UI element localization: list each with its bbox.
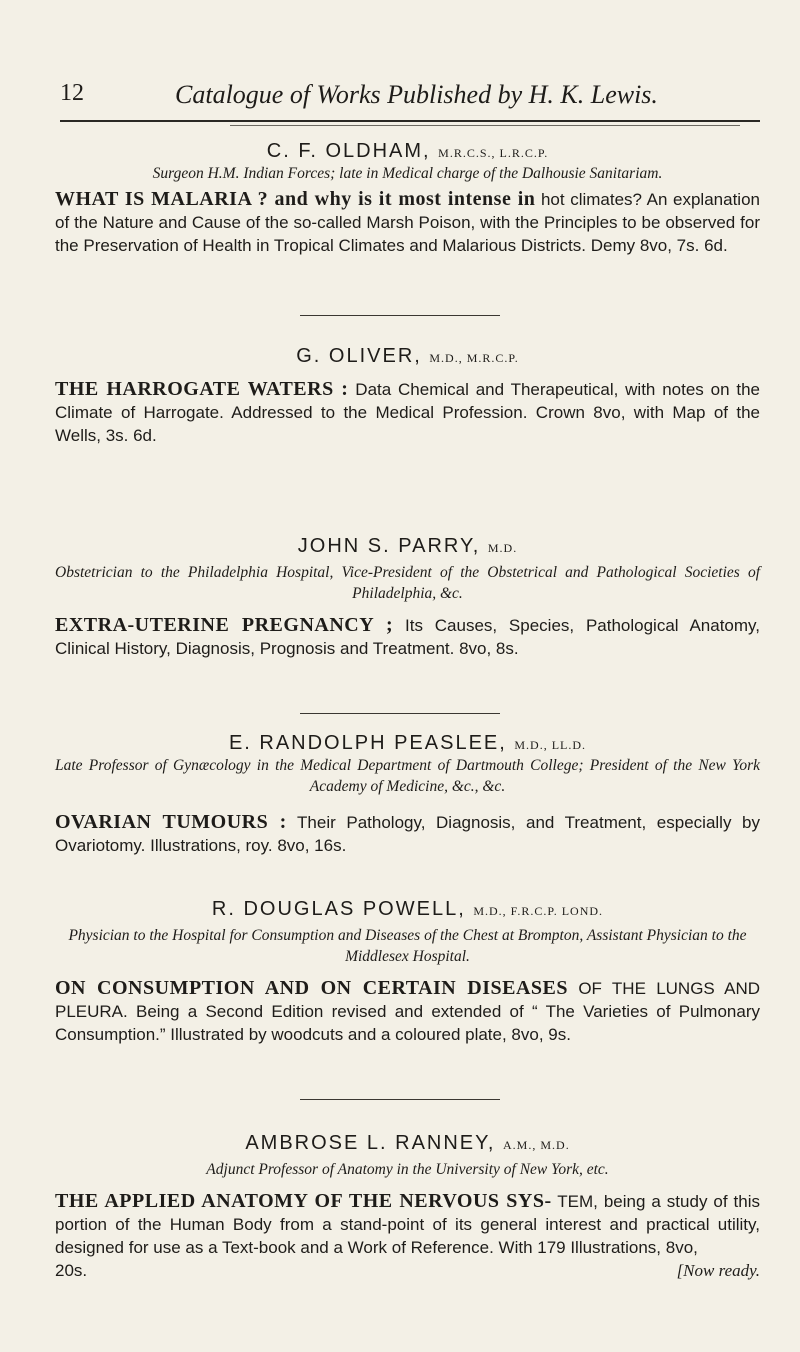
page-number: 12 — [60, 80, 84, 106]
section-divider — [300, 1099, 500, 1100]
author-qualifications: A.M., M.D. — [503, 1138, 570, 1152]
author-name: G. OLIVER, — [296, 345, 422, 367]
availability-note: [Now ready. — [676, 1261, 760, 1280]
author-heading — [55, 898, 760, 921]
author-qualifications: M.D., M.R.C.P. — [429, 351, 519, 365]
book-title: THE APPLIED ANATOMY OF THE NERVOUS SYS- — [55, 1190, 552, 1212]
author-heading — [55, 140, 760, 163]
book-details: Their Pathology, Diagnosis, and Treatment, especially by Ovariotomy. Illustrations, roy. 8vo, 16s. — [55, 813, 760, 855]
catalogue-entry — [55, 898, 760, 1046]
book-price: 20s. — [55, 1261, 88, 1280]
catalogue-entry — [55, 140, 760, 257]
author-affiliation: Physician to the Hospital for Consumption and Diseases of the Chest at Brompton, Assistant Physician to the Middlesex Hospital. — [68, 927, 747, 965]
author-heading — [55, 1132, 760, 1155]
page-header — [60, 80, 760, 130]
catalogue-entry — [55, 535, 760, 660]
book-title: ON CONSUMPTION AND ON CERTAIN DISEASES — [55, 977, 569, 999]
book-description — [55, 1190, 760, 1259]
catalogue-entry — [55, 1132, 760, 1282]
book-description — [55, 811, 760, 857]
book-title: WHAT IS MALARIA ? and why is it most intense in — [55, 188, 536, 210]
book-details: hot climates? An explanation of the Nature and Cause of the so-called Marsh Poison, with the Principles to be observed for the Preservation of Health in Tropical Climates and Malarious Districts. Demy 8vo, 7s. 6d. — [55, 190, 760, 255]
book-details: Data Chemical and Therapeutical, with notes on the Climate of Harrogate. Addressed to the Medical Profession. Crown 8vo, with Map of the Wells, 3s. 6d. — [55, 380, 760, 445]
book-details: TEM, being a study of this portion of the Human Body from a stand-point of its general interest and practical utility, designed for use as a Text-book and a Work of Reference. With 179 Illustrations, 8vo, — [55, 1192, 760, 1257]
author-name: JOHN S. PARRY, — [297, 535, 481, 557]
section-divider — [300, 315, 500, 316]
header-rule — [60, 120, 760, 122]
catalogue-entry — [55, 345, 760, 447]
book-details: Its Causes, Species, Pathological Anatomy, Clinical History, Diagnosis, Prognosis and Treatment. 8vo, 8s. — [55, 616, 760, 658]
catalogue-entry — [55, 732, 760, 857]
author-qualifications: M.R.C.S., L.R.C.P. — [438, 146, 549, 160]
author-qualifications: M.D. — [487, 541, 518, 555]
section-divider — [300, 713, 500, 714]
author-name: R. DOUGLAS POWELL, — [211, 898, 466, 920]
header-rule-thin — [230, 125, 740, 126]
author-affiliation: Obstetrician to the Philadelphia Hospital, Vice-President of the Obstetrical and Pathological Societies of Philadelphia, &c. — [55, 564, 760, 602]
book-title: OVARIAN TUMOURS : — [55, 811, 287, 833]
author-name: C. F. OLDHAM, — [266, 140, 431, 162]
author-affiliation: Late Professor of Gynæcology in the Medical Department of Dartmouth College; President of the New York Academy of Medicine, &c., &c. — [55, 757, 760, 795]
author-heading — [55, 345, 760, 368]
author-heading — [55, 732, 760, 755]
book-description — [55, 188, 760, 257]
author-heading — [55, 535, 760, 558]
author-qualifications: M.D., F.R.C.P. LOND. — [473, 904, 604, 918]
price-line — [55, 1259, 760, 1282]
book-title: EXTRA-UTERINE PREGNANCY ; — [55, 614, 394, 636]
book-description — [55, 378, 760, 447]
running-title: Catalogue of Works Published by H. K. Lewis. — [175, 80, 658, 109]
author-name: AMBROSE L. RANNEY, — [245, 1132, 496, 1154]
book-details: OF THE LUNGS AND PLEURA. Being a Second Edition revised and extended of “ The Varieties of Pulmonary Consumption.” Illustrated by woodcuts and a coloured plate, 8vo, 9s. — [55, 979, 760, 1044]
author-name: E. RANDOLPH PEASLEE, — [228, 732, 507, 754]
author-affiliation: Surgeon H.M. Indian Forces; late in Medical charge of the Dalhousie Sanitariam. — [152, 165, 663, 182]
book-description — [55, 977, 760, 1046]
author-affiliation: Adjunct Professor of Anatomy in the University of New York, etc. — [206, 1161, 609, 1178]
book-description — [55, 614, 760, 660]
book-title: THE HARROGATE WATERS : — [55, 378, 349, 400]
author-qualifications: M.D., LL.D. — [514, 738, 587, 752]
